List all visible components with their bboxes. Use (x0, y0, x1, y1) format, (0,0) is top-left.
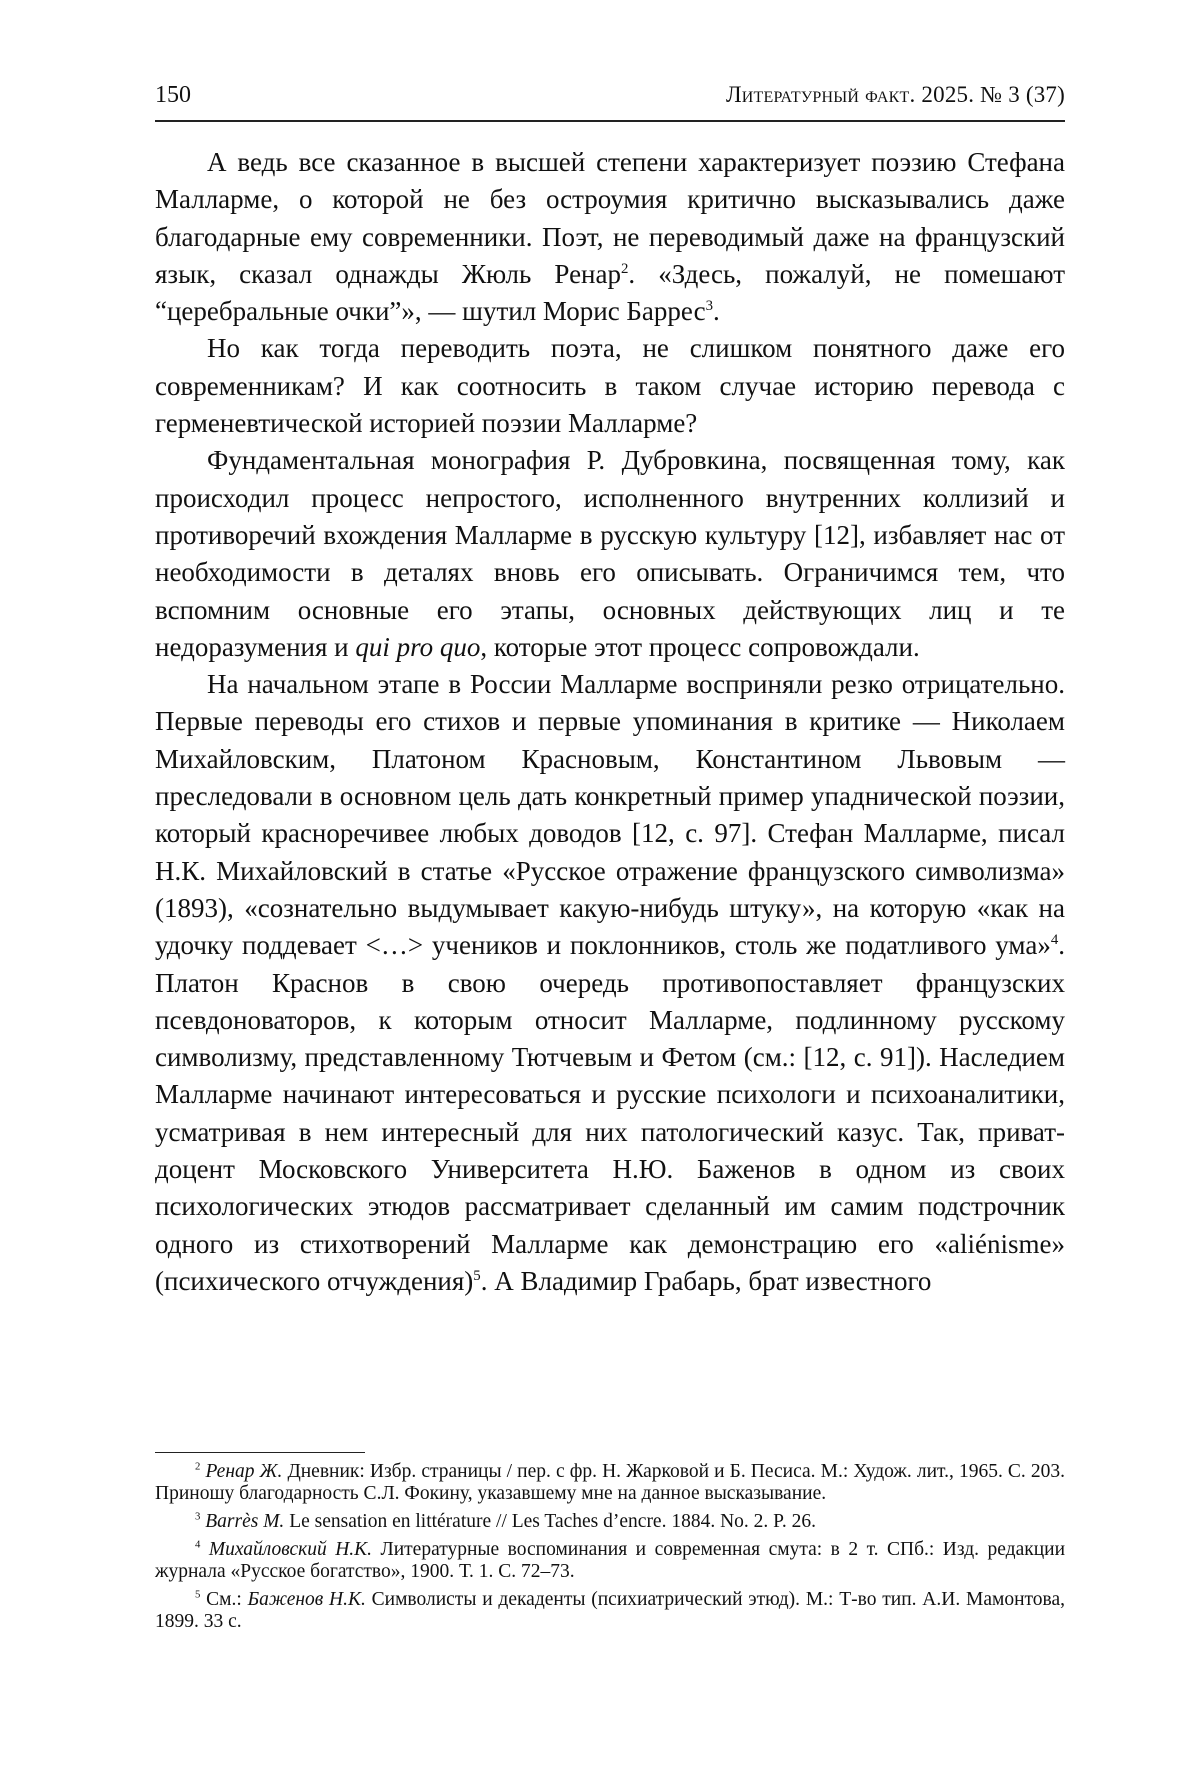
footnote-author: Михайловский Н.К. (208, 1539, 372, 1560)
footnote-3: $^3$ Barrès M. Le sensation en littérature // Les Taches d’encre. 1884. No. 2. P. 26. (195, 1510, 816, 1532)
footnotes (155, 1452, 1065, 1639)
footnote-5: $^5$ См.: Баженов Н.К. Символисты и декаденты (психиатрический этюд). М.: Т-во тип. А.И. Мамонтова, 1899. 33 с. (155, 1588, 1066, 1632)
footnote-4: $^4$ Михайловский Н.К. Литературные воспоминания и современная смута: в 2 т. СПб.: Изд. редакции журнала «Русское богатство», 1900. Т. 1. С. 72–73. (155, 1538, 1066, 1582)
paragraph-4: На начальном этапе в России Малларме восприняли резко отрицательно. Первые переводы его стихов и первые упоминания в критике — Николаем Михайловским, Платоном Красновым, Константином Львовым — преследовали в основном цель дать конкретный пример упаднической поэзии, который красноречивее любых доводов [12, с. 97]. Стефан Малларме, писал Н.К. Михайловский в статье «Русское отражение французского символизма» (1893), «сознательно выдумывает какую-нибудь штуку», на которую «как на удочку поддевает <…> учеников и поклонников, столь же податливого ума»$^4$. Платон Краснов в свою очередь противопоставляет французских псевдоноваторов, к которым относит Малларме, подлинному русскому символизму, представленному Тютчевым и Фетом (см.: [12, с. 91]). Наследием Малларме начинают интересоваться и русские психологи и психоаналитики, усматривая в нем интересный для них патологический казус. Так, приват-доцент Московского Университета Н.Ю. Баженов в одном из своих психологических этюдов рассматривает сделанный им самим подстрочник одного из стихотворений Малларме как демонстрацию его «aliénisme» (психического отчуждения)$^5$. А Владимир Грабарь, брат известного (155, 669, 1065, 1296)
footnote-author: Ренар Ж. (205, 1461, 283, 1482)
paragraph-1: А ведь все сказанное в высшей степени характеризует поэзию Стефана Малларме, о которой не без остроумия критично высказывались даже благодарные ему современники. Поэт, не переводимый даже на французский язык, сказал однажды Жюль Ренар$^2$. «Здесь, пожалуй, не помешают “церебральные очки”», — шутил Морис Баррес$^3$. (155, 147, 1065, 327)
paragraph-2: Но как тогда переводить поэта, не слишком понятного даже его современникам? И как соотносить в таком случае историю перевода с герменевтической историей поэзии Малларме? (155, 333, 1065, 439)
page-header (155, 82, 1065, 122)
footnote-2: $^2$ Ренар Ж. Дневник: Избр. страницы / пер. с фр. Н. Жарковой и Б. Песиса. М.: Худож. лит., 1965. С. 203. Приношу благодарность С.Л. Фокину, указавшему мне на данное высказывание. (155, 1460, 1066, 1504)
footnote-ref-5[interactable]: 5 (473, 1267, 481, 1284)
page-number: 150 (155, 82, 191, 108)
page (155, 82, 1065, 1300)
footnote-ref-2[interactable]: 2 (621, 260, 629, 277)
footnote-author: Barrès M. (205, 1511, 285, 1532)
footnote-author: Баженов Н.К. (247, 1589, 366, 1610)
footnote-ref-4[interactable]: 4 (1050, 932, 1059, 949)
italic-phrase: qui pro quo (355, 631, 481, 662)
body-text (155, 144, 1065, 1300)
paragraph-3: Фундаментальная монография Р. Дубровкина, посвященная тому, как происходил процесс непростого, исполненного внутренних коллизий и противоречий вхождения Малларме в русскую культуру [12], избавляет нас от необходимости в деталях вновь его описывать. Ограничимся тем, что вспомним основные его этапы, основных действующих лиц и те недоразумения и qui pro quo, которые этот процесс сопровождали. (155, 445, 1065, 662)
footnote-ref-3[interactable]: 3 (705, 298, 713, 315)
footnote-divider (155, 1452, 365, 1453)
running-title: Литературный факт. 2025. № 3 (37) (725, 82, 1065, 107)
